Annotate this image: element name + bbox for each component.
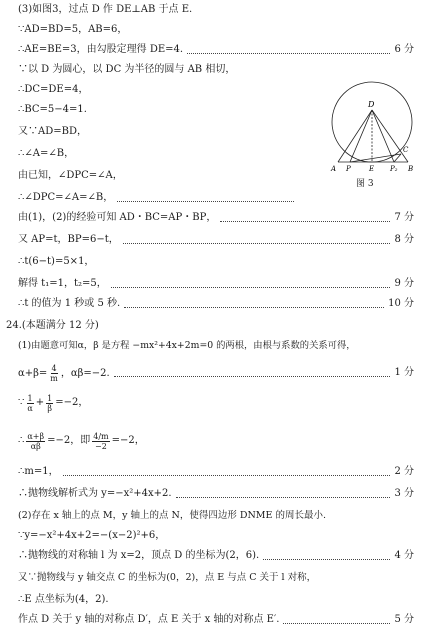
leader-dots [187, 47, 390, 54]
q24-line-5 [18, 466, 414, 478]
fraction-denominator: −2 [95, 441, 107, 451]
equals-text: =−2， [111, 435, 145, 446]
q24-line-9-text: ∴抛物线的对称轴 l 为 x=2，顶点 D 的坐标为(2，6). [18, 550, 260, 561]
part3-line-11 [18, 212, 414, 224]
leader-dots [63, 469, 391, 476]
part3-line-15-text: ∴t 的值为 1 秒或 5 秒. [18, 298, 121, 309]
label-a: A [331, 165, 337, 173]
label-c: C [403, 146, 409, 154]
part3-line-14-text: 解得 t₁=1，t₂=5， [18, 278, 107, 289]
q24-line-12-text: 作点 D 关于 y 轴的对称点 D′，点 E 关于 x 轴的对称点 E′. [18, 614, 280, 625]
score-label: 10 分 [388, 298, 414, 309]
q24-line-9 [18, 550, 414, 562]
leader-dots [283, 617, 390, 624]
fraction-numerator: 4/m [93, 431, 109, 441]
fraction-numerator: 4 [51, 363, 57, 373]
leader-dots [117, 195, 294, 202]
geometry-figure [304, 70, 432, 190]
part3-line-7: 又∵AD=BD， [18, 126, 87, 137]
q24-line-6 [18, 488, 414, 500]
part3-line-4: ∵以 D 为圆心，以 DC 为半径的圆与 AB 相切， [18, 64, 236, 75]
part3-line-9: 由已知，∠DPC=∠A， [18, 170, 123, 181]
q24-line-10: 又∵抛物线与 y 轴交点 C 的坐标为(0，2)，点 E 与点 C 关于 l 对称， [18, 572, 317, 583]
q24-line-1: (1)由题意可知α，β 是方程 −mx²+4x+2m=0 的两根，由根与系数的关系可得， [18, 340, 356, 351]
fraction-denominator: β [47, 403, 53, 413]
q24-line-12 [18, 614, 414, 626]
fraction-1-over-alpha [26, 394, 33, 413]
q24-line-2-text [18, 364, 110, 383]
fraction-numerator: 1 [47, 393, 53, 403]
equals-text: =−2，即 [47, 435, 91, 446]
label-p2: P₂ [390, 165, 398, 173]
part3-line-1: (3)如图3，过点 D 作 DE⊥AB 于点 E. [18, 4, 193, 15]
fraction-denominator: α [27, 403, 33, 413]
q24-line-11: ∴E 点坐标为(4，2). [18, 594, 109, 605]
q24-line-7: (2)存在 x 轴上的点 M，y 轴上的点 N，使得四边形 DNME 的周长最小. [18, 510, 326, 521]
part3-line-5: ∴DC=DE=4， [18, 84, 89, 95]
fraction-numerator: 1 [27, 393, 33, 403]
score-label: 8 分 [394, 234, 414, 245]
part3-line-2: ∵AD=BD=5，AB=6， [18, 24, 128, 35]
part3-line-14 [18, 278, 414, 290]
fraction-nested [92, 432, 109, 451]
equals-text: =−2， [55, 397, 89, 408]
fraction-denominator: αβ [30, 441, 41, 451]
part3-line-3 [18, 44, 414, 56]
fraction-sum-over-product [26, 432, 45, 451]
score-label: 1 分 [394, 367, 414, 378]
fraction-numerator: α+β [27, 431, 45, 441]
label-d: D [368, 100, 375, 109]
q24-line-3 [18, 392, 88, 414]
score-label: 3 分 [394, 488, 414, 499]
leader-dots [176, 491, 391, 498]
q24-line-8: ∵y=−x²+4x+2=−(x−2)²+6， [18, 530, 166, 541]
figure-caption: 图 3 [356, 179, 374, 189]
label-p: P [346, 165, 351, 173]
part3-line-8: ∴∠A=∠B， [18, 148, 75, 159]
plus-sign: + [35, 397, 45, 408]
q24-line-5-text: ∴m=1， [18, 466, 59, 477]
leader-dots [124, 301, 384, 308]
score-label: 6 分 [394, 44, 414, 55]
score-label: 2 分 [394, 466, 414, 477]
leader-dots [220, 215, 390, 222]
leader-dots [114, 370, 391, 377]
score-label: 9 分 [394, 278, 414, 289]
score-label: 5 分 [394, 614, 414, 625]
part3-line-12 [18, 234, 414, 246]
part3-line-13: ∴t(6−t)=5×1， [18, 256, 95, 267]
question-24-header: 24.(本题满分 12 分) [6, 320, 99, 331]
q24-line-4 [18, 428, 145, 454]
part3-line-10 [18, 192, 298, 204]
leader-dots [111, 281, 391, 288]
fraction-denominator: m [50, 373, 58, 383]
figure-svg [304, 70, 432, 190]
part3-line-12-text: 又 AP=t，BP=6−t， [18, 234, 119, 245]
alpha-beta-product-text: ，αβ=−2. [60, 367, 110, 379]
fraction-4-over-m [49, 364, 59, 383]
leader-dots [263, 553, 390, 560]
part3-line-11-text: 由(1)，(2)的经验可知 AD・BC=AP・BP， [18, 212, 217, 223]
part3-line-15 [18, 298, 414, 310]
score-label: 7 分 [394, 212, 414, 223]
part3-line-3-text: ∴AE=BE=3，由勾股定理得 DE=4. [18, 44, 184, 55]
part3-line-6: ∴BC=5−4=1. [18, 104, 87, 115]
therefore-symbol: ∴ [18, 435, 25, 446]
score-label: 4 分 [394, 550, 414, 561]
q24-line-6-text: ∴抛物线解析式为 y=−x²+4x+2. [18, 488, 172, 499]
because-symbol: ∵ [18, 397, 25, 408]
leader-dots [123, 237, 391, 244]
q24-line-2 [18, 362, 414, 384]
part3-line-10-text: ∴∠DPC=∠A=∠B， [18, 192, 114, 203]
label-b: B [408, 165, 414, 173]
label-e: E [369, 165, 375, 173]
fraction-1-over-beta [46, 394, 53, 413]
alpha-plus-beta-text: α+β= [18, 367, 48, 379]
